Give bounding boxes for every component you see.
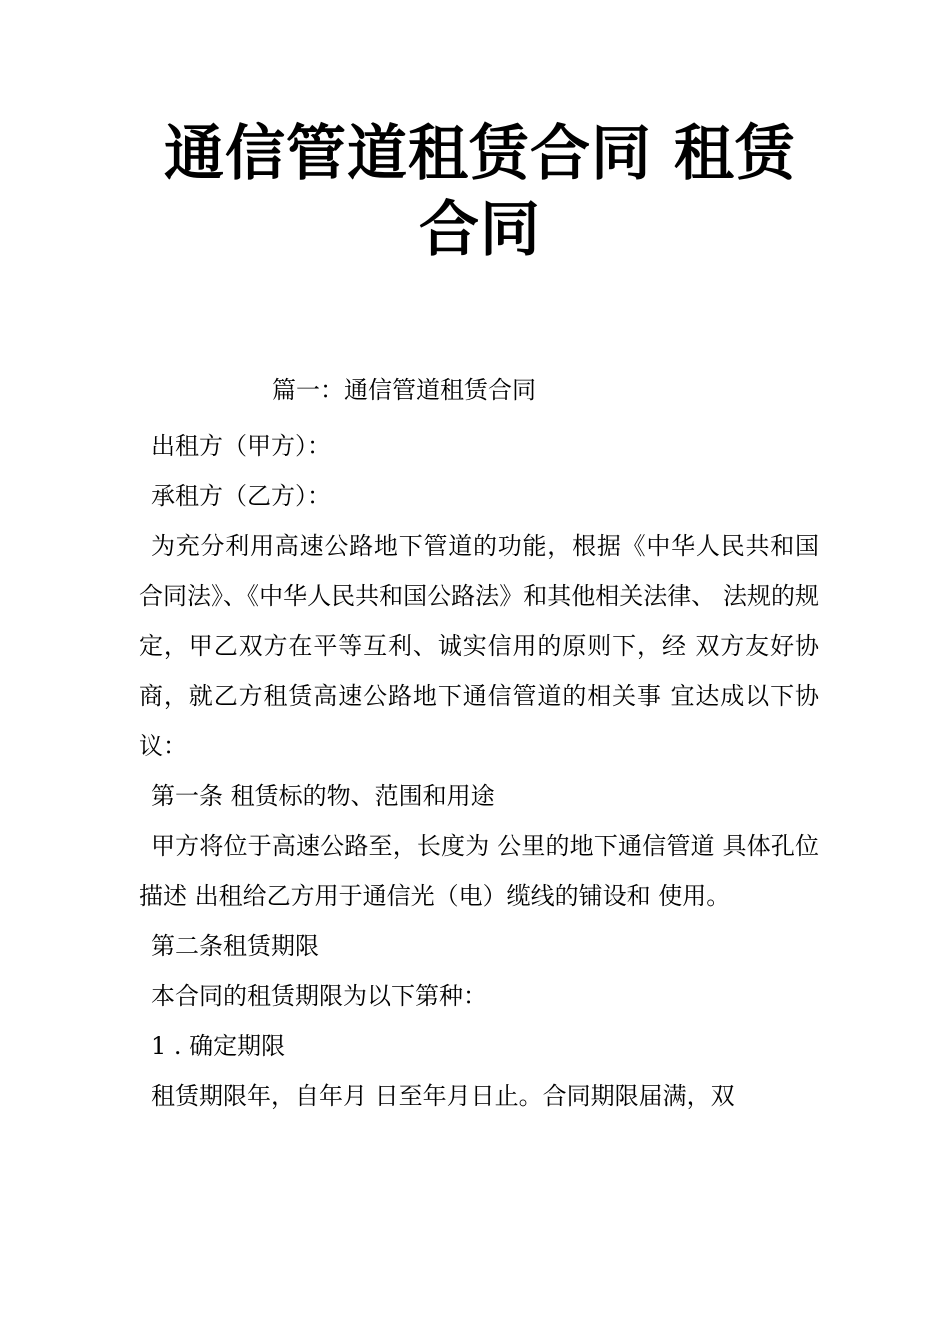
article-1-heading: 第一条 租赁标的物、范围和用途	[151, 782, 495, 810]
title-line-2: 合同	[419, 195, 541, 265]
article-2-heading: 第二条租赁期限	[151, 932, 319, 960]
fixed-term-paragraph: 租赁期限年，自年月 日至年月日止。合同期限届满，双	[151, 1082, 735, 1110]
section-heading: 篇一：通信管道租赁合同	[272, 376, 536, 404]
fixed-term-heading: 1 . 确定期限	[151, 1032, 286, 1060]
article-1-paragraph: 甲方将位于高速公路至，长度为 公里的地下通信管道 具体孔位描述 出租给乙方用于通信光（电）缆线的铺设和 使用。	[139, 832, 819, 910]
document-title	[140, 116, 820, 268]
title-line-1: 通信管道租赁合同 租赁	[164, 119, 796, 189]
lessee-line: 承租方（乙方）：	[151, 482, 331, 510]
lessor-line: 出租方（甲方）：	[151, 432, 331, 460]
preamble-paragraph: 为充分利用高速公路地下管道的功能，根据《中华人民共和国合同法》、《中华人民共和国公路法》和其他相关法律、 法规的规定，甲乙双方在平等互利、诚实信用的原则下，经 双方友好协商，就乙方租赁高速公路地下通信管道的相关事 宜达成以下协议：	[139, 532, 819, 760]
term-intro-paragraph: 本合同的租赁期限为以下第种：	[151, 982, 487, 1010]
document-body	[139, 421, 819, 1121]
